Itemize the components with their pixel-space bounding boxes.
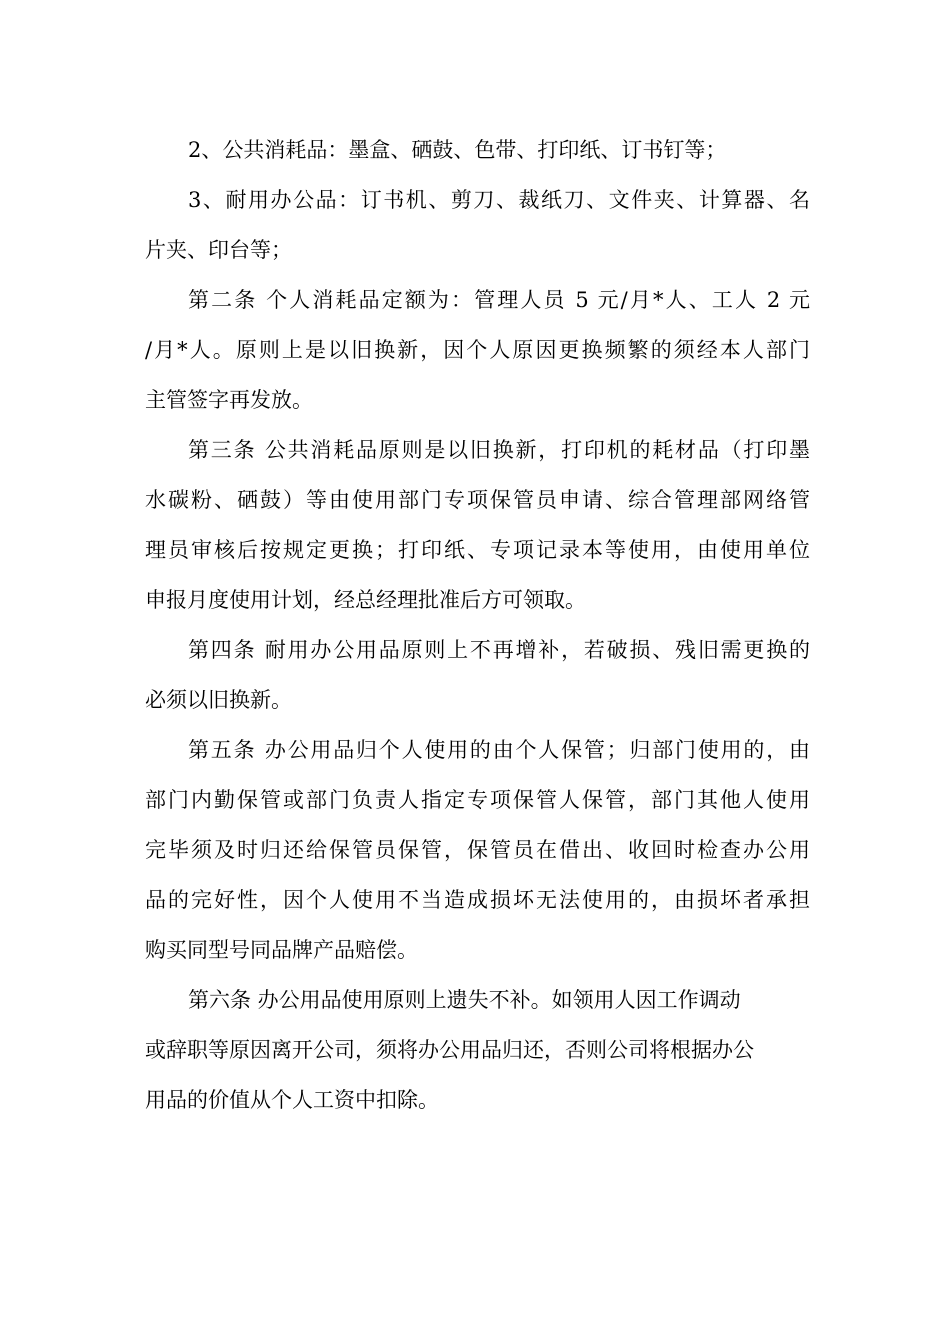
- text-line: 必须以旧换新。: [145, 688, 292, 712]
- text-line: 第五条 办公用品归个人使用的由个人保管；归部门使用的，由: [188, 738, 810, 762]
- text-line: 第四条 耐用办公用品原则上不再增补，若破损、残旧需更换的: [188, 638, 810, 662]
- text-line: 2、公共消耗品：墨盒、硒鼓、色带、打印纸、订书钉等；: [188, 138, 727, 162]
- text-line: 理员审核后按规定更换；打印纸、专项记录本等使用，由使用单位: [145, 538, 810, 562]
- text-line: 品的完好性，因个人使用不当造成损坏无法使用的，由损坏者承担: [145, 888, 810, 912]
- text-line: 第二条 个人消耗品定额为：管理人员 5 元/月*人、工人 2 元: [188, 288, 810, 312]
- text-line: 3、耐用办公品：订书机、剪刀、裁纸刀、文件夹、计算器、名: [188, 188, 810, 212]
- text-line: 片夹、印台等；: [145, 238, 292, 262]
- text-line: 用品的价值从个人工资中扣除。: [145, 1088, 439, 1112]
- text-line: 主管签字再发放。: [145, 388, 313, 412]
- text-line: 第六条 办公用品使用原则上遗失不补。如领用人因工作调动: [188, 988, 741, 1012]
- text-line: 完毕须及时归还给保管员保管，保管员在借出、收回时检查办公用: [145, 838, 810, 862]
- text-line: 第三条 公共消耗品原则是以旧换新，打印机的耗材品（打印墨: [188, 438, 810, 462]
- text-line: 或辞职等原因离开公司，须将办公用品归还，否则公司将根据办公: [145, 1038, 754, 1062]
- text-line: 水碳粉、硒鼓）等由使用部门专项保管员申请、综合管理部网络管: [145, 488, 810, 512]
- text-line: 申报月度使用计划，经总经理批准后方可领取。: [145, 588, 586, 612]
- text-line: 部门内勤保管或部门负责人指定专项保管人保管，部门其他人使用: [145, 788, 810, 812]
- text-line: 购买同型号同品牌产品赔偿。: [145, 938, 418, 962]
- text-line: /月*人。原则上是以旧换新，因个人原因更换频繁的须经本人部门: [145, 338, 810, 362]
